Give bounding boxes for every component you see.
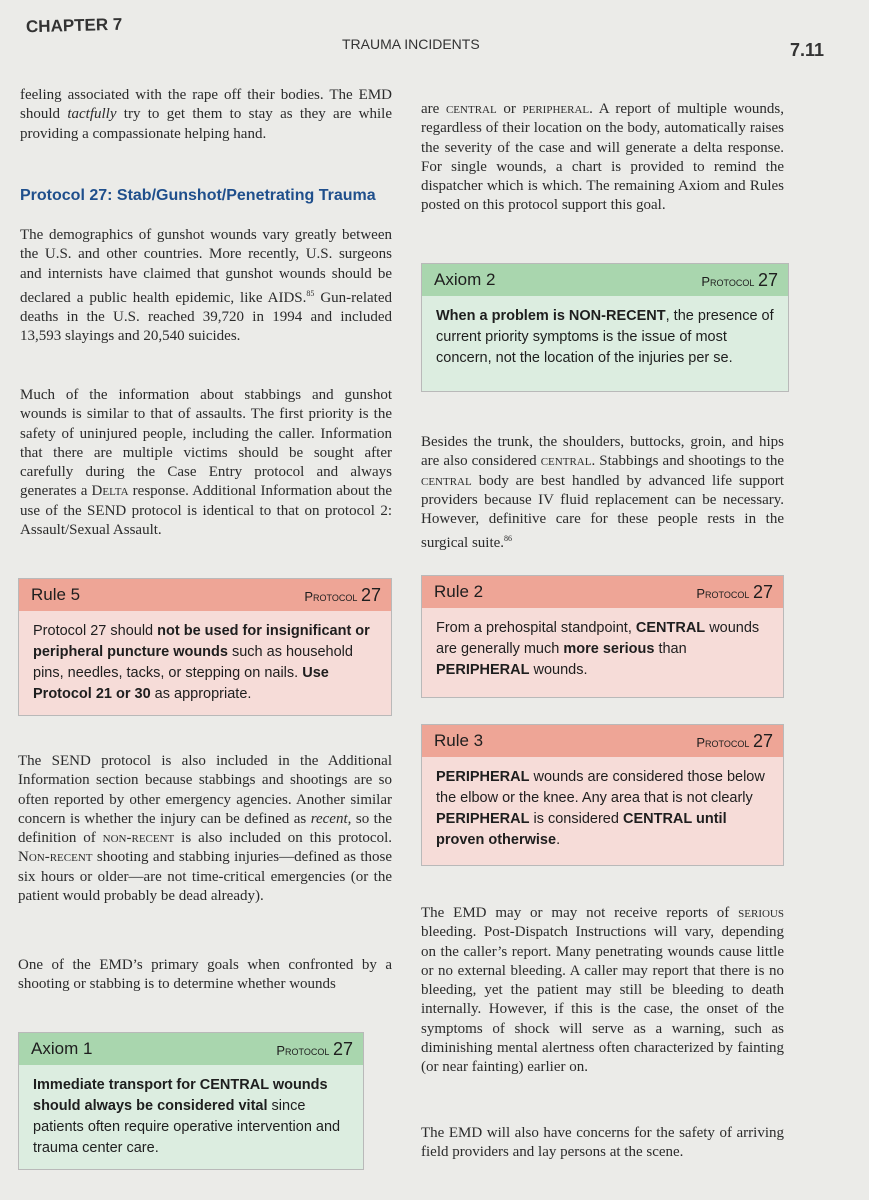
text-run: Gun-related deaths in the U.S. reached 39,720 in 1994 and included 13,593 slayings and 20,540 suicides. [20,289,392,345]
text-run: central [421,472,472,489]
text-run: wounds are considered those below the elbow or the knee. Any area that is not clearly [436,769,765,806]
text-run: One of the EMD’s primary goals when confronted by a shooting or stabbing is to determine whether wounds [18,957,392,993]
box-header [19,579,391,611]
box-header [422,576,783,608]
text-run: , the presence of current priority symptoms is the issue of most concern, not the location of the injuries per se. [436,308,774,366]
box-body [19,1065,363,1169]
text-run: Immediate transport for CENTRAL wounds should always be considered vital [33,1077,328,1114]
text-run: wounds are generally much [436,620,760,657]
protocol-label: Protocol 27 [304,584,381,605]
text-run: The EMD will also have concerns for the safety of arriving field providers and lay persons at the scene. [421,1125,784,1161]
text-run: as appropriate. [150,686,252,702]
text-run: CENTRAL [635,620,706,636]
text-run: such as household pins, needles, tacks, or stepping on nails. [33,644,353,681]
text-run: Protocol 27 should [33,623,158,639]
text-run: PERIPHERAL [436,769,530,785]
text-run: . Stabbings and shootings to the [591,453,784,470]
box-header [422,264,788,296]
rule-5-box [18,578,392,716]
text-run: tactfully [67,106,117,123]
text-run: central [540,453,592,470]
text-run: When a problem is NON-RECENT [436,308,666,324]
protocol-label: Protocol 27 [276,1038,353,1059]
text-run: than [654,641,687,657]
page-number: 7.11 [790,40,825,60]
text-run: wounds. [529,662,588,678]
text-run: . A report of multiple wounds, regardless of their location on the body, automatically raises the severity of the case and will generate a delta response. For single wounds, a chart is provided to remind the dispatcher which is which. The remaining Axiom and Rules posted on this protocol support this goal. [421,101,785,214]
box-header [19,1033,363,1065]
paragraph [18,956,392,995]
section-heading: Protocol 27: Stab/Gunshot/Penetrating Trauma [20,187,376,204]
text-run: serious [738,905,784,921]
text-run: . [556,832,561,848]
box-body [422,757,783,865]
text-run: CENTRAL until proven otherwise [436,811,727,848]
text-run: Non-recent [18,849,93,866]
text-run: more serious [563,641,655,657]
paragraph [421,433,784,554]
text-run: since patients often require operative intervention and trauma center care. [33,1098,341,1156]
box-body [19,611,391,715]
text-run: From a prehospital standpoint, [436,620,636,636]
rule-2-box [421,575,784,698]
box-title: Rule 3 [434,731,484,750]
running-title: TRAUMA INCIDENTS [342,36,480,52]
box-title: Rule 2 [434,582,484,601]
text-run: non-recent [102,830,175,847]
paragraph [421,100,784,216]
text-run: Much of the information about stabbings and gunshot wounds is similar to that of assaults. The first priority is the safety of uninjured people, including the caller. Information that there are multiple victims should be sought after carefully during the Case Entry protocol and always generates a [20,387,392,500]
box-title: Axiom 1 [31,1039,93,1058]
text-run: PERIPHERAL [436,662,530,678]
text-run: are [421,101,446,117]
text-run: 85 [306,288,315,298]
box-body [422,608,783,697]
box-title: Axiom 2 [434,270,496,289]
text-run: The EMD may or may not receive reports of [421,905,739,921]
text-run: peripheral [522,101,590,117]
text-run: Besides the trunk, the shoulders, buttocks, groin, and hips are also considered [421,434,784,470]
protocol-label: Protocol 27 [696,730,773,751]
paragraph [18,752,392,906]
text-run: is considered [529,811,623,827]
paragraph [20,386,392,540]
text-run: feeling associated with the rape off their bodies. The EMD should [20,87,392,123]
text-run: bleeding. Post-Dispatch Instructions will vary, depending on the caller’s report. Many penetrating wounds cause little or no external bleeding. A caller may report that there is no bleeding, yet the patient may still be bleeding to death internally. However, if this is the case, the onset of the symptoms of shock will serve as a warning, such as diminishing mental alertness often characterized by fainting (or near fainting) earlier on. [421,924,784,1076]
text-run: body are best handled by advanced life support providers because IV fluid replacement can be necessary. However, definitive care for these people rests in the surgical suite. [421,472,784,552]
chapter-label: CHAPTER 7 [25,14,123,37]
text-run: not be used for insignificant or peripheral puncture wounds [33,623,370,660]
text-run: shooting and stabbing injuries—defined as those six hours or older—are not time-critical emergencies (or the patient would probably be dead already). [18,849,392,905]
text-run: , so the definition of [18,810,392,847]
text-run: response. Additional Information about the use of the SEND protocol is identical to that on protocol 2: Assault/Sexual Assault. [20,483,392,539]
rule-3-box [421,724,784,866]
text-run: or [496,101,523,117]
text-run: Delta [91,483,129,500]
paragraph [421,1124,784,1163]
text-run: 86 [504,534,513,544]
axiom-1-box [18,1032,364,1170]
text-run: The demographics of gunshot wounds vary greatly between the U.S. and other countries. More recently, U.S. surgeons and internists have claimed that gunshot wounds should be declared a public health epidemic, like AIDS. [20,227,392,306]
text-run: recent [310,810,348,827]
text-run: Use Protocol 21 or 30 [33,665,329,702]
paragraph [421,904,784,1078]
box-body [422,296,788,391]
box-title: Rule 5 [31,585,81,604]
text-run: try to get them to stay as they are while providing a compassionate helping hand. [20,106,393,142]
text-run: central [445,101,497,117]
protocol-label: Protocol 27 [696,581,773,602]
paragraph [20,226,392,347]
box-header [422,725,783,757]
text-run: The SEND protocol is also included in the Additional Information section because stabbings and shootings are so often reported by other emergency agencies. Another similar concern is whether the injury can be defined as [18,753,392,827]
text-run: is also included on this protocol. [174,830,392,847]
axiom-2-box [421,263,789,392]
paragraph [20,86,392,144]
protocol-label: Protocol 27 [701,269,778,290]
text-run: PERIPHERAL [436,811,530,827]
